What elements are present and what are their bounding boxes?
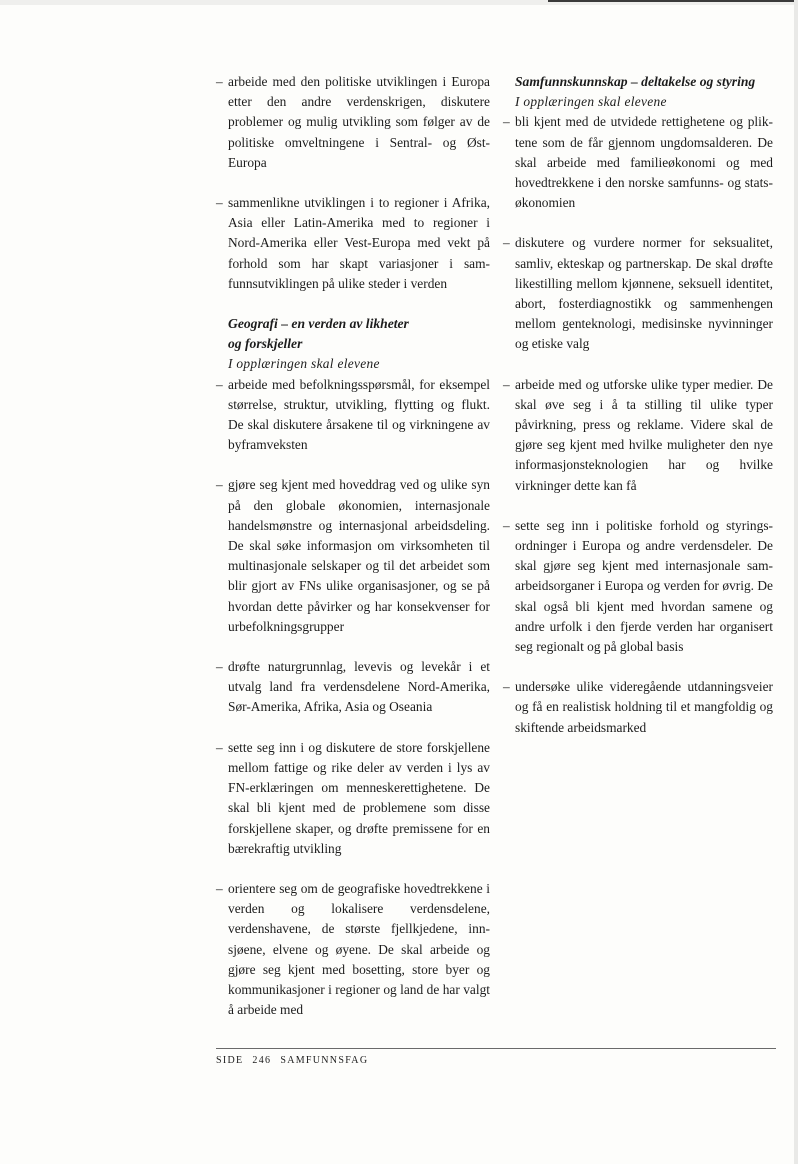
- section-geografi: [216, 314, 490, 1020]
- section-samfunnskunnskap: [503, 72, 773, 738]
- footer-side-label: SIDE: [216, 1055, 244, 1066]
- section-subtitle: I opplæringen skal elevene: [228, 356, 380, 372]
- footer-subject: SAMFUNNSFAG: [280, 1055, 369, 1066]
- list-item: – undersøke ulike videregående utdanningsveier og få en realistisk holdning til et mangfoldig og skiftende arbeidsmarked: [503, 679, 773, 735]
- list-item: – arbeide med befolkningsspørsmål, for eksempel størrelse, struktur, utvikling, flytting og flukt. De skal diskutere årsakene til og virkningene av byframveksten: [216, 376, 490, 453]
- section-title: Samfunnskunnskap – deltakelse og styring: [515, 74, 756, 89]
- list-item: – arbeide med og utforske ulike typer medier. De skal øve seg i å ta stilling til ulike typer påvirkning, press og reklame. Videre skal de gjøre seg kjent med hvilke muligheter den nye informasjonsteknologien har og hvilke virkninger dette kan få: [503, 376, 773, 493]
- list-item: – sammenlikne utviklingen i to regioner i Afrika, Asia eller Latin-Amerika med to regioner i Nord-Amerika eller Vest-Europa med vekt på forhold som har skapt variasjoner i samfunnsutviklingen på ulike steder i verden: [216, 195, 490, 291]
- section-subtitle: I opplæringen skal elevene: [515, 94, 667, 110]
- left-column: [216, 72, 490, 1040]
- list-item: – drøfte naturgrunnlag, levevis og levekår i et utvalg land fra verdensdelene Nord-Amerika, Sør-Amerika, Afrika, Asia og Oseania: [216, 659, 490, 715]
- list-item: – diskutere og vurdere normer for seksualitet, samliv, ekteskap og partnerskap. De skal drøfte likestilling mellom kjønnene, seksuell identitet, abort, fosterdiagnostikk og sammenhengen mellom genteknologi, medisinske nyvinninger og etiske valg: [503, 235, 773, 352]
- list-item: – orientere seg om de geografiske hovedtrekkene i verden og lokalisere verdensdelene, verdenshavene, de største fjellkjedene, innsjøene, elvene og øyene. De skal arbeide og gjøre seg kjent med bosetting, store byer og kommunikasjoner i regioner og land de har valgt å arbeide med: [216, 880, 490, 1018]
- section-title: Geografi – en verden av likheter og forskjeller: [228, 316, 409, 352]
- list-item: – sette seg inn i og diskutere de store forskjellene mellom fattige og rike deler av verden i lys av FN-erklæringen om menneskerettighetene. De skal bli kjent med de problemene som disse forskjellene skaper, og drøfte premissene for en bærekraftig utvikling: [216, 739, 490, 856]
- right-column: [503, 72, 773, 758]
- list-item: – gjøre seg kjent med hoveddrag ved og ulike syn på den globale økonomien, internasjonale handelsmønstre og internasjonal arbeidsdeling. De skal søke informasjon om virksomheten til multinasjonale selskaper og til det arbeidet som blir gjort av FNs ulike organisasjoner, og se på hvordan dette påvirker og har konsekvenser for urbefolkningsgrupper: [216, 477, 490, 634]
- scan-edge-line: [548, 0, 798, 2]
- page-footer: [216, 1048, 776, 1066]
- list-item: – bli kjent med de utvidede rettighetene og pliktene som de får gjennom ungdomsalderen. De skal arbeide med familieøkonomi og med hovedtrekkene i den norske samfunns- og statsøkonomien: [503, 114, 773, 211]
- scan-edge-right: [794, 0, 798, 1164]
- page-number: 246: [252, 1055, 272, 1066]
- list-item: – arbeide med den politiske utviklingen i Europa etter den andre verdenskrigen, diskutere problemer og mulig utvikling som følger av de politiske omveltningene i Sentral- og Øst-Europa: [216, 74, 490, 170]
- list-item: – sette seg inn i politiske forhold og styringsordninger i Europa og andre verdensdeler. De skal gjøre seg kjent med internasjonale samarbeidsorganer i Europa og verden for øvrig. De skal også bli kjent med hvordan samene og andre urfolk i den fjerde verden har organisert seg regionalt og på global basis: [503, 517, 773, 655]
